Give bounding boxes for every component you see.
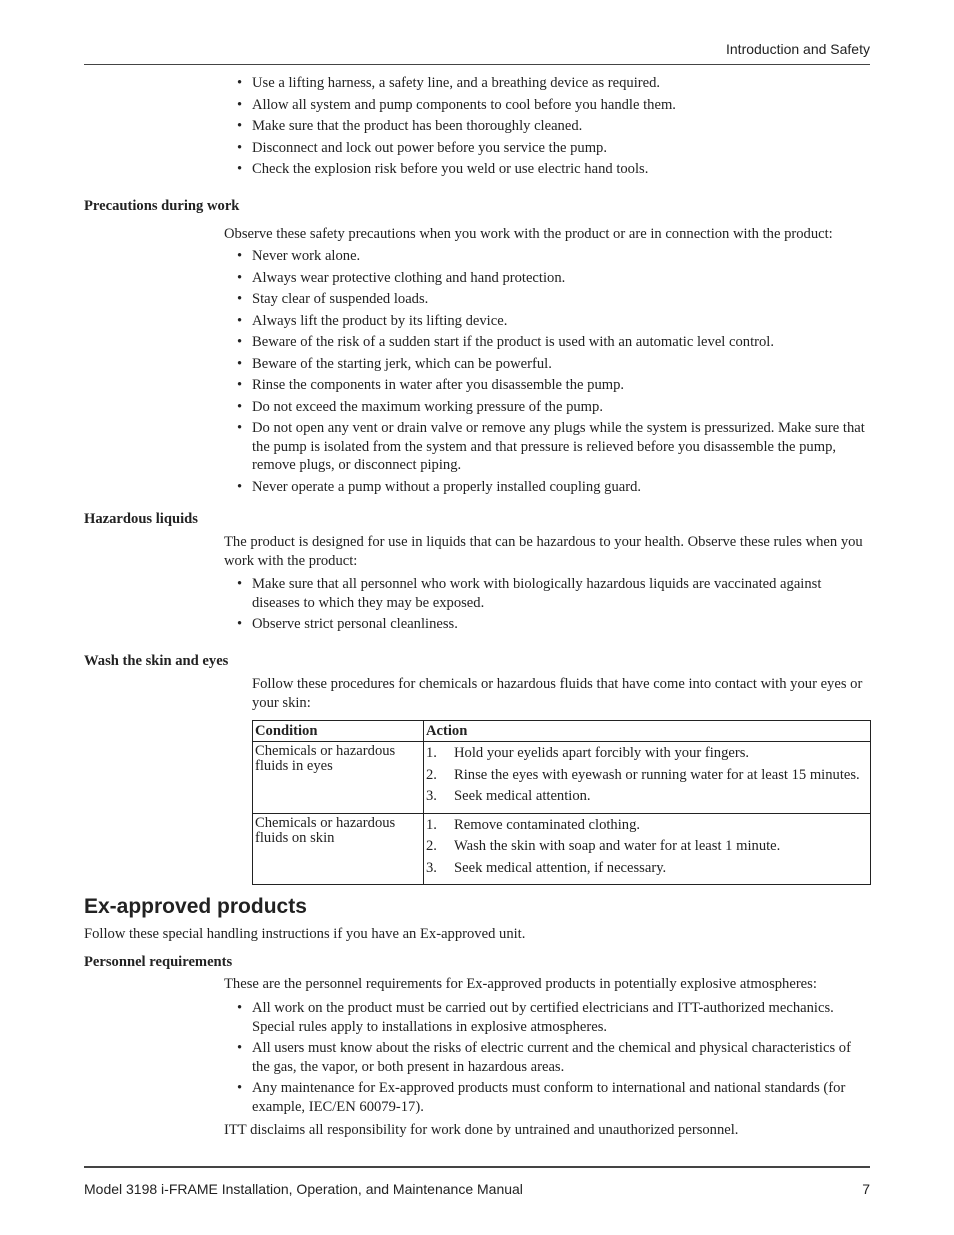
- table-row: [253, 813, 871, 885]
- wash-intro: Follow these procedures for chemicals or hazardous fluids that have come into contact with your eyes or your skin:: [252, 676, 863, 711]
- hazardous-intro: The product is designed for use in liquids that can be hazardous to your health. Observe these rules when you work with the product:: [224, 534, 863, 569]
- personnel-intro: These are the personnel requirements for Ex-approved products in potentially explosive atmospheres:: [224, 976, 817, 992]
- list-item: • Beware of the risk of a sudden start if the product is used with an automatic level control.: [237, 333, 871, 352]
- list-item: • Disconnect and lock out power before you service the pump.: [237, 139, 871, 158]
- disclaimer: ITT disclaims all responsibility for work done by untrained and unauthorized personnel.: [224, 1122, 739, 1138]
- step-item: 1. Remove contaminated clothing.: [426, 816, 641, 833]
- page-number: 7: [862, 1181, 870, 1197]
- running-header: Introduction and Safety: [726, 41, 870, 57]
- precautions-intro: Observe these safety precautions when you work with the product or are in connection with the product:: [224, 226, 833, 242]
- table-row: [253, 742, 871, 814]
- table-header-row: [253, 721, 871, 742]
- list-item: • All work on the product must be carried out by certified electricians and ITT-authorized mechanics. Special rules apply to installations in explosive atmospheres.: [237, 999, 871, 1036]
- footer-rule: [84, 1166, 870, 1168]
- list-item: • Always wear protective clothing and hand protection.: [237, 269, 871, 288]
- action-cell: [424, 813, 871, 885]
- footer-manual-title: Model 3198 i-FRAME Installation, Operation, and Maintenance Manual: [84, 1181, 523, 1197]
- list-item: • Always lift the product by its lifting device.: [237, 312, 871, 331]
- step-item: 3. Seek medical attention, if necessary.: [426, 859, 667, 876]
- list-item: • Allow all system and pump components to cool before you handle them.: [237, 96, 871, 115]
- list-item: • Observe strict personal cleanliness.: [237, 615, 871, 634]
- list-item: • Any maintenance for Ex-approved products must conform to international and national standards (for example, IEC/EN 60079-17).: [237, 1079, 871, 1116]
- list-item: • Beware of the starting jerk, which can be powerful.: [237, 355, 871, 374]
- personnel-heading: Personnel requirements: [84, 954, 233, 970]
- list-item: • Make sure that all personnel who work with biologically hazardous liquids are vaccinated against diseases to which they may be exposed.: [237, 575, 871, 612]
- personnel-bullet-list: [237, 999, 871, 1119]
- wash-procedure-table: [252, 720, 871, 885]
- list-item: • Stay clear of suspended loads.: [237, 290, 871, 309]
- header-rule: [84, 64, 870, 65]
- section-title: Ex-approved products: [84, 895, 307, 918]
- condition-cell: Chemicals or hazardous fluids in eyes: [253, 742, 424, 814]
- list-item: • All users must know about the risks of electric current and the chemical and physical characteristics of the gas, the vapor, or both present in hazardous areas.: [237, 1039, 871, 1076]
- column-header-condition: Condition: [253, 721, 424, 742]
- list-item: • Do not open any vent or drain valve or remove any plugs while the system is pressurized. Make sure that the pump is isolated from the system and that pressure is relieved before you disassemble the pump, remove plugs, or disconnect piping.: [237, 419, 871, 475]
- ex-approved-intro: Follow these special handling instructions if you have an Ex-approved unit.: [84, 926, 526, 942]
- hazardous-heading: Hazardous liquids: [84, 511, 198, 527]
- intro-bullet-list: [237, 74, 871, 182]
- precautions-bullet-list: [237, 247, 871, 499]
- list-item: • Never work alone.: [237, 247, 871, 266]
- action-cell: [424, 742, 871, 814]
- list-item: • Rinse the components in water after you disassemble the pump.: [237, 376, 871, 395]
- list-item: • Check the explosion risk before you weld or use electric hand tools.: [237, 160, 871, 179]
- precautions-heading: Precautions during work: [84, 198, 240, 214]
- condition-cell: Chemicals or hazardous fluids on skin: [253, 813, 424, 885]
- list-item: • Use a lifting harness, a safety line, and a breathing device as required.: [237, 74, 871, 93]
- wash-heading: Wash the skin and eyes: [84, 653, 229, 669]
- column-header-action: Action: [424, 721, 871, 742]
- step-item: 2. Wash the skin with soap and water for at least 1 minute.: [426, 838, 781, 854]
- step-item: 1. Hold your eyelids apart forcibly with your fingers.: [426, 745, 750, 761]
- step-item: 2. Rinse the eyes with eyewash or running water for at least 15 minutes.: [426, 766, 860, 783]
- list-item: • Make sure that the product has been thoroughly cleaned.: [237, 117, 871, 136]
- list-item: • Do not exceed the maximum working pressure of the pump.: [237, 398, 871, 417]
- list-item: • Never operate a pump without a properly installed coupling guard.: [237, 478, 871, 497]
- step-item: 3. Seek medical attention.: [426, 788, 591, 804]
- hazardous-bullet-list: [237, 575, 871, 637]
